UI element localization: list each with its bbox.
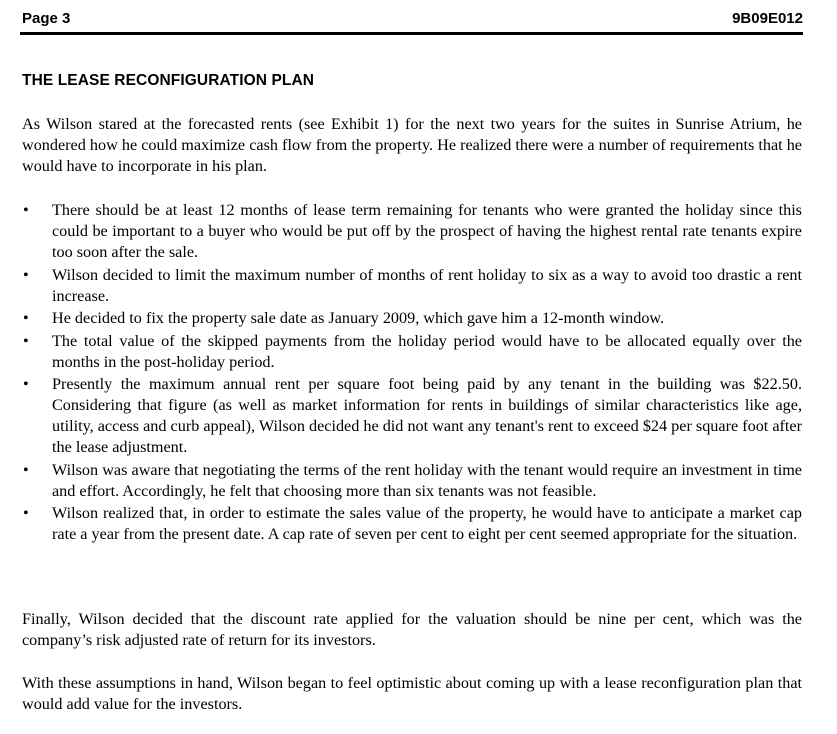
list-item-text: There should be at least 12 months of lease term remaining for tenants who were granted the holiday since this could be important to a buyer who would be put off by the prospect of having the highest rental rate tenants expire too soon after the sale. [52,201,802,261]
closing-paragraph-discount-rate: Finally, Wilson decided that the discount rate applied for the valuation should be nine per cent, which was the company’s risk adjusted rate of return for its investors. [22,610,802,649]
bullet-icon: • [23,265,29,284]
list-item [22,460,802,502]
list-item-text: Wilson was aware that negotiating the terms of the rent holiday with the tenant would require an investment in time and effort. Accordingly, he felt that choosing more than six tenants was not feasible. [52,460,802,500]
list-item-text: Wilson decided to limit the maximum number of months of rent holiday to six as a way to avoid too drastic a rent increase. [52,265,802,305]
bullet-icon: • [23,375,29,393]
closing-paragraph-assumptions: With these assumptions in hand, Wilson began to feel optimistic about coming up with a lease reconfiguration plan that would add value for the investors. [22,674,802,713]
page-header [20,8,803,35]
list-item-text: The total value of the skipped payments from the holiday period would have to be allocated equally over the months in the post-holiday period. [52,331,802,371]
list-item-text: He decided to fix the property sale date as January 2009, which gave him a 12-month window. [52,309,665,327]
intro-paragraph: As Wilson stared at the forecasted rents (see Exhibit 1) for the next two years for the suites in Sunrise Atrium, he wondered how he could maximize cash flow from the property. He realized there were a number of requirements that he would have to incorporate in his plan. [22,115,802,175]
list-item-text: Wilson realized that, in order to estimate the sales value of the property, he would have to anticipate a market cap rate a year from the present date. A cap rate of seven per cent to eight per cent seemed appropriate for the situation. [52,504,802,543]
list-item [22,503,802,545]
list-item [22,265,802,307]
bullet-icon: • [23,460,29,479]
page-number: Page 3 [22,10,71,27]
bullet-icon: • [23,201,29,219]
list-item [22,200,802,263]
case-identifier: 9B09E012 [732,10,803,27]
section-heading: THE LEASE RECONFIGURATION PLAN [22,72,315,89]
list-item [22,374,802,458]
list-item-text: Presently the maximum annual rent per square foot being paid by any tenant in the building was $22.50. Considering that figure (as well as market information for rents in buildings of similar characteristics like age, utility, access and curb appeal), Wilson decided he did not want any tenant's rent to exceed $24 per square foot after the lease adjustment. [52,375,802,456]
list-item [22,331,802,373]
bullet-icon: • [23,504,29,522]
list-item [22,308,802,329]
requirements-list [22,200,802,547]
bullet-icon: • [23,331,29,350]
bullet-icon: • [23,309,29,327]
